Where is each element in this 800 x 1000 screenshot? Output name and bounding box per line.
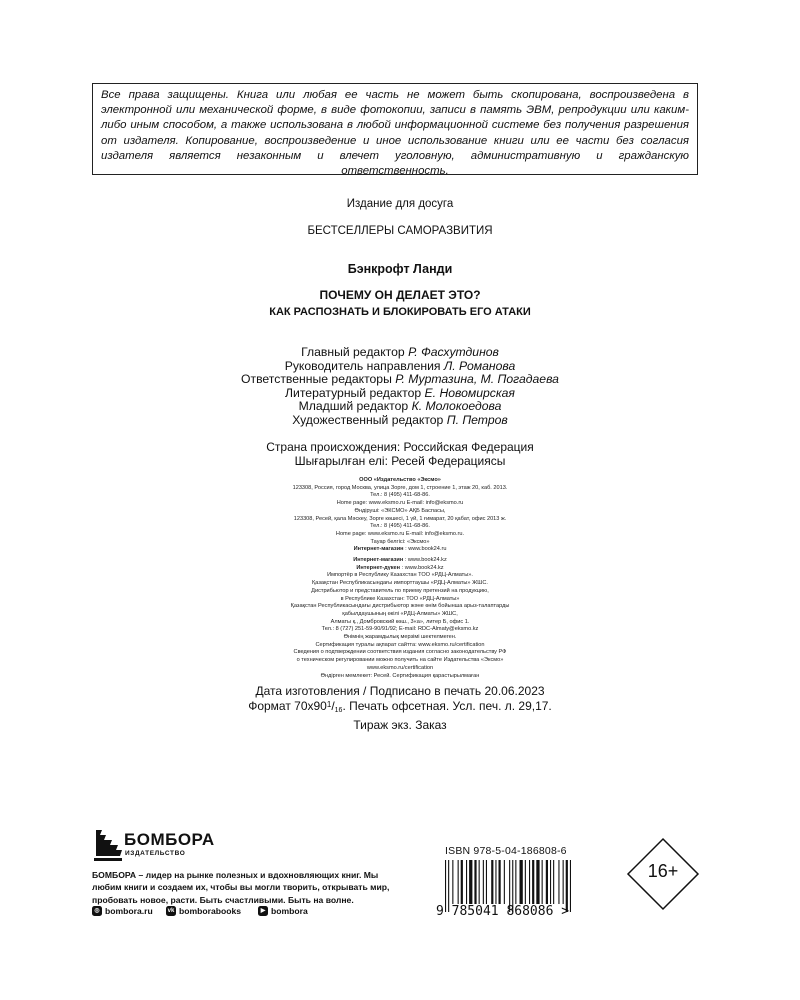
editorial-credits bbox=[0, 346, 800, 428]
social-instagram[interactable]: ◎ bombora.ru bbox=[92, 906, 153, 916]
credit-line: Младший редактор К. Молокоедова bbox=[298, 399, 502, 414]
social-vk[interactable]: vk bomborabooks bbox=[167, 906, 242, 916]
instagram-icon: ◎ bbox=[92, 906, 102, 916]
vk-icon: vk bbox=[167, 908, 175, 914]
age-rating-label: 16+ bbox=[647, 861, 679, 881]
copyright-notice: Все права защищены. Книга или любая ее часть не может быть скопирована, воспроизведена в электронной или механической форме, в виде фотокопии, записи в память ЭВМ, репродукции или каким-либо иным способом, а также использована в любой информационной системе без получения разрешения от издателя. Копирование, воспроизведение и иное использование книги или ее части без согласия издателя является незаконным и влечет уголовную, административную и гражданскую ответственность. bbox=[92, 83, 698, 175]
publisher-tagline: БОМБОРА – лидер на рынке полезных и вдохновляющих книг. Мы любим книги и создаем их, чтобы вы могли творить, открывать мир, пробовать новое, расти. Быть счастливыми. Быть на волне. bbox=[92, 870, 390, 905]
print-details: Дата изготовления / Подписано в печать 20.06.2023 Формат $70x90^1/_{16}$. Печать офсетная. Усл. печ. л. 29,17. Тираж экз. Заказ bbox=[248, 684, 552, 732]
publisher-imprint: ООО «Издательство «Эксмо» 123308, Россия, город Москва, улица Зорге, дом 1, строение 1, этаж 20, каб. 2013. Тел.: 8 (495) 411-68-86. Home page: www.eksmo.ru E-mail: info@eksmo.ru Өндіруші: «ЭКСМО» АҚБ Баспасы, 123308, Ресей, қала Мәскеу, Зорге көшесі, 1 үй, 1 ғимарат, 20 қабат, офис 2013 ж. Тел.: 8 (495) 411-68-86. Home page: www.eksmo.ru E-mail: info@eksmo.ru. Тауар белгісі: «Эксмо» Интернет-магазин : www.book24.ru Интернет-магазин : www.book24.kz Интернет-дүкен : www.book24.kz Импортёр в Республику Казахстан ТОО «РДЦ-Алматы». Қазақстан Республикасындағы импорттаушы «РДЦ-Алматы» ЖШС. Дистрибьютор и представитель по приему претензий на продукцию, в Республике Казахстан: ТОО «РДЦ-Алматы» Қазақстан Республикасындағы дистрибьютор және өнім бойынша арыз-талаптарды қабылдаушының өкілі «РДЦ-Алматы» ЖШС, Алматы қ., Домбровский көш., 3«а», литер Б, офис 1. Тел.: 8 (727) 251-59-90/91/92; E-mail: RDC-Almaty@eksmo.kz Өнімнің жарамдылық мерзімі шектелмеген. Сертификация туралы ақпарат сайтта: www.eksmo.ru/certification Сведения о подтверждении соответствия издания согласно законодательству РФ о техническом регулировании можно получить на сайте Издательства «Эксмо» www.eksmo.ru/certification Өндірген мемлекет: Ресей. Сертификация қарастырылмаған bbox=[290, 477, 510, 679]
series-label: БЕСТСЕЛЛЕРЫ САМОРАЗВИТИЯ bbox=[307, 225, 493, 237]
credit-line: Художественный редактор П. Петров bbox=[292, 412, 508, 427]
isbn-number: ISBN 978-5-04-186808-6 bbox=[445, 845, 567, 857]
social-video[interactable]: ▶ bombora bbox=[258, 906, 308, 916]
book-subtitle: КАК РАСПОЗНАТЬ И БЛОКИРОВАТЬ ЕГО АТАКИ bbox=[269, 306, 531, 318]
credit-line: Руководитель направления Л. Романова bbox=[284, 358, 516, 373]
book-author: Бэнкрофт Ланди bbox=[347, 262, 453, 276]
credit-line: Ответственные редакторы Р. Муртазина, М. Погадаева bbox=[241, 372, 559, 387]
country-of-origin: Страна происхождения: Российская Федерация Шығарылған елі: Ресей Федерациясы bbox=[266, 440, 534, 468]
logo-subtitle: ИЗДАТЕЛЬСТВО bbox=[125, 850, 186, 857]
edition-label: Издание для досуга bbox=[346, 198, 454, 210]
barcode-digits: 9 785041 868086 > bbox=[436, 904, 570, 919]
logo-name: БОМБОРА bbox=[124, 830, 215, 849]
credit-line: Главный редактор Р. Фасхутдинов bbox=[301, 345, 499, 359]
book-title: ПОЧЕМУ ОН ДЕЛАЕТ ЭТО? bbox=[319, 288, 481, 302]
video-icon: ▶ bbox=[258, 906, 268, 916]
credit-line: Литературный редактор Е. Новомирская bbox=[285, 385, 515, 400]
